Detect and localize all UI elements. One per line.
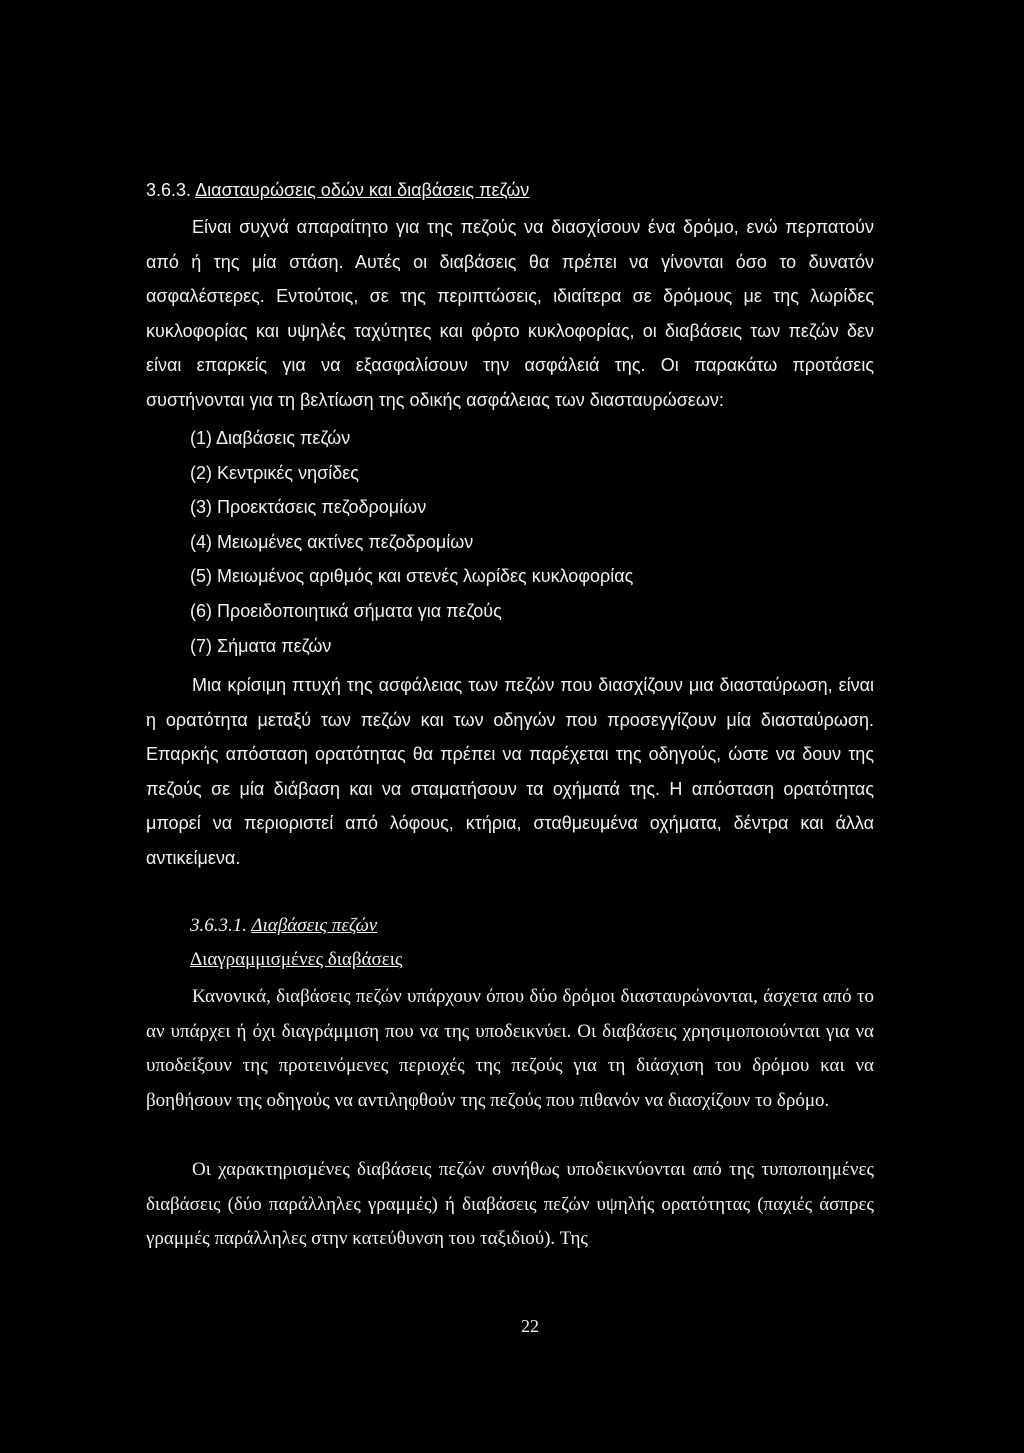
visibility-paragraph: Μια κρίσιμη πτυχή της ασφάλειας των πεζών που διασχίζουν μια διασταύρωση, είναι η ορατότητα μεταξύ των πεζών και των οδηγών που προσεγγίζουν μία διασταύρωση. Επαρκής απόσταση ορατότητας θα πρέπει να παρέχεται της οδηγούς, ώστε να δουν της πεζούς σε μία διάβαση και να σταματήσουν τα οχήματά της. Η απόσταση ορατότητας μπορεί να περιοριστεί από λόφους, κτήρια, σταθμευμένα οχήματα, δέντρα και άλλα αντικείμενα.: [146, 675, 874, 868]
list-item: (2) Κεντρικές νησίδες: [190, 462, 359, 483]
list-item: (7) Σήματα πεζών: [190, 635, 332, 656]
subsection-title: Διαβάσεις πεζών: [251, 915, 378, 936]
list-item: (4) Μειωμένες ακτίνες πεζοδρομίων: [190, 531, 474, 552]
subsubsection-title: Διαγραμμισμένες διαβάσεις: [190, 949, 403, 970]
subsection-heading: [190, 912, 377, 940]
list-item: (5) Μειωμένος αριθμός και στενές λωρίδες κυκλοφορίας: [190, 566, 634, 587]
intro-paragraph: Είναι συχνά απαραίτητο για της πεζούς να διασχίσουν ένα δρόμο, ενώ περπατούν από ή της μία στάση. Αυτές οι διαβάσεις θα πρέπει να γίνονται όσο το δυνατόν ασφαλέστερες. Εντούτοις, σε της περιπτώσεις, ιδιαίτερα σε δρόμους με της λωρίδες κυκλοφορίας και υψηλές ταχύτητες και φόρτο κυκλοφορίας, οι διαβάσεις των πεζών δεν είναι επαρκείς για να εξασφαλίσουν την ασφάλειά της. Οι παρακάτω προτάσεις συστήνονται για τη βελτίωση της οδικής ασφάλειας των διασταυρώσεων:: [146, 217, 874, 410]
list-item: (3) Προεκτάσεις πεζοδρομίων: [190, 497, 427, 518]
list-item: (1) Διαβάσεις πεζών: [190, 428, 351, 448]
safety-measures-list: [190, 424, 633, 666]
section-number: 3.6.3.: [146, 180, 192, 200]
section-heading: [146, 176, 529, 204]
page-number: 22: [521, 1316, 539, 1336]
marked-crosswalks-paragraph: Κανονικά, διαβάσεις πεζών υπάρχουν όπου δύο δρόμοι διασταυρώνονται, άσχετα από το αν υπάρχει ή όχι διαγράμμιση που να της υποδεικνύει. Οι διαβάσεις χρησιμοποιούνται για να υποδείξουν της προτεινόμενες περιοχές της πεζούς για τη διάσχιση του δρόμου και να βοηθήσουν της οδηγούς να αντιληφθούν της πεζούς που πιθανόν να διασχίζουν το δρόμο.: [146, 986, 874, 1111]
crosswalk-types-paragraph: Οι χαρακτηρισμένες διαβάσεις πεζών συνήθως υποδεικνύονται από της τυποποιημένες διαβάσεις (δύο παράλληλες γραμμές) ή διαβάσεις πεζών υψηλής ορατότητας (παχιές άσπρες γραμμές παράλληλες στην κατεύθυνση του ταξιδιού). Της: [146, 1159, 874, 1250]
list-item: (6) Προειδοποιητικά σήματα για πεζούς: [190, 600, 502, 621]
section-title: Διασταυρώσεις οδών και διαβάσεις πεζών: [195, 180, 530, 200]
subsection-number: 3.6.3.1.: [190, 915, 247, 936]
